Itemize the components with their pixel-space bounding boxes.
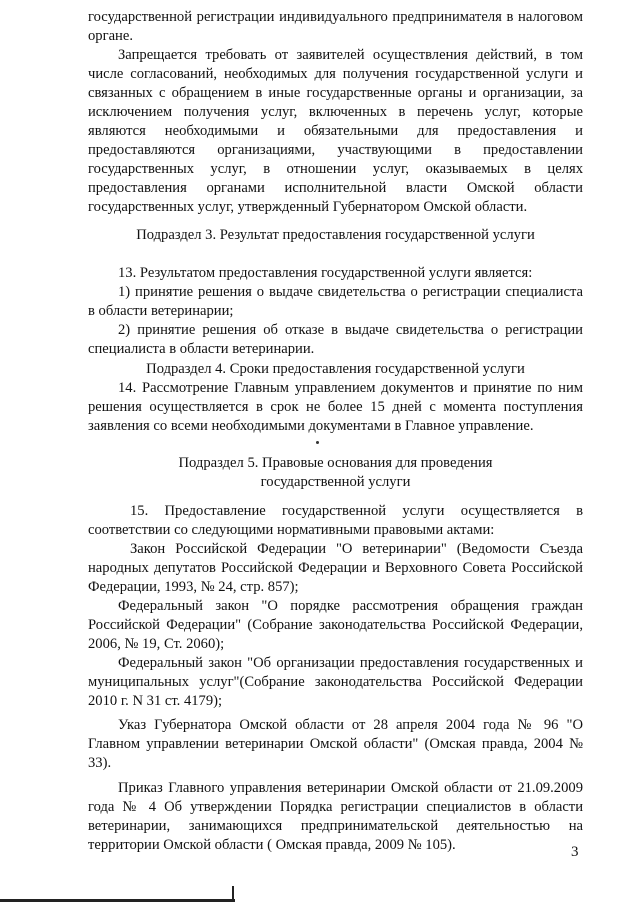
- page-number: 3: [571, 844, 579, 860]
- paragraph: Запрещается требовать от заявителей осуществления действий, в том числе согласований, необходимых для получения государственной услуги и связанных с обращением в иные государственные органы и организации, за исключением получения услуг, включенных в перечень услуг, которые являются необходимыми и обязательными для предоставления и предоставляются организациями, участвующими в предоставлении государственных услуг, в отношении услуг, оказываемых в целях предоставления органами исполнительной власти Омской области государственных услуг, утвержденный Губернатором Омской области.: [88, 47, 583, 215]
- legal-act-item: Указ Губернатора Омской области от 28 апреля 2004 года № 96 "О Главном управлении ветеринарии Омской области" (Омская правда, 2004 № 33).: [88, 717, 583, 771]
- section-heading: государственной услуги: [260, 474, 411, 490]
- clause-14: [88, 379, 583, 436]
- list-item: 1) принятие решения о выдаче свидетельства о регистрации специалиста в области ветеринарии;: [88, 284, 583, 319]
- subsection-5-heading: [88, 454, 583, 492]
- clause-15: [88, 502, 583, 855]
- paragraph-continuation: [88, 8, 583, 46]
- legal-act-item: Федеральный закон "О порядке рассмотрения обращения граждан Российской Федерации" (Собрание законодательства Российской Федерации, 2006, № 19, Ст. 2060);: [88, 598, 583, 652]
- scan-edge-line: [232, 886, 234, 900]
- legal-act-item: Федеральный закон "Об организации предоставления государственных и муниципальных услуг"(Собрание законодательства Российской Федерации 2010 г. N 31 ст. 4179);: [88, 655, 583, 709]
- subsection-4-heading: [88, 360, 583, 379]
- paragraph: 14. Рассмотрение Главным управлением документов и принятие по ним решения осуществляется в срок не более 15 дней с момента поступления заявления со всеми необходимыми документами в Главное управление.: [88, 380, 583, 434]
- paragraph: 13. Результатом предоставления государственной услуги является:: [118, 265, 533, 281]
- section-heading: Подраздел 5. Правовые основания для проведения: [178, 455, 493, 471]
- list-item: 2) принятие решения об отказе в выдаче свидетельства о регистрации специалиста в области ветеринарии.: [88, 322, 583, 357]
- legal-act-item: Приказ Главного управления ветеринарии Омской области от 21.09.2009 года № 4 Об утверждении Порядка регистрации специалистов в области ветеринарии, занимающихся предпринимательской деятельностью на территории Омской области ( Омская правда, 2009 № 105).: [88, 780, 583, 853]
- scan-speck: [316, 441, 319, 444]
- paragraph: 15. Предоставление государственной услуги осуществляется в соответствии со следующими нормативными правовыми актами:: [88, 503, 583, 538]
- paragraph-prohibition: [88, 46, 583, 217]
- scan-edge-line: [0, 899, 235, 902]
- subsection-3-heading: [88, 226, 583, 245]
- section-heading: Подраздел 3. Результат предоставления государственной услуги: [136, 227, 535, 243]
- legal-act-item: Закон Российской Федерации "О ветеринарии" (Ведомости Съезда народных депутатов Российской Федерации и Верховного Совета Российской Федерации, 1993, № 24, стр. 857);: [88, 541, 583, 595]
- clause-13: [88, 264, 583, 359]
- paragraph: государственной регистрации индивидуального предпринимателя в налоговом органе.: [88, 9, 583, 44]
- section-heading: Подраздел 4. Сроки предоставления государственной услуги: [146, 361, 525, 377]
